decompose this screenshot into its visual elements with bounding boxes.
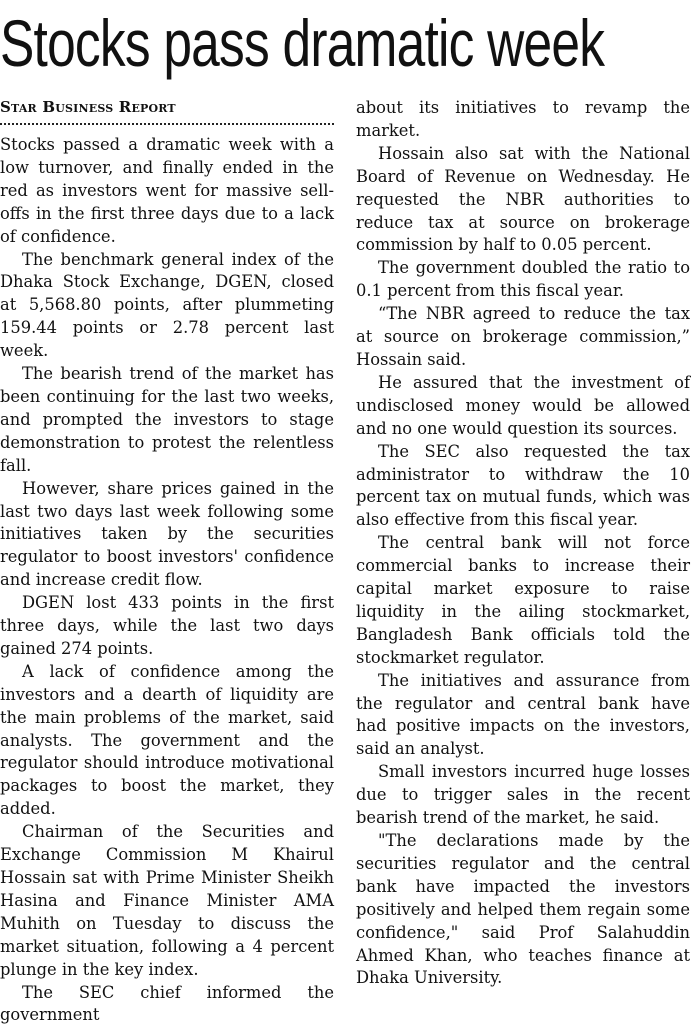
paragraph: Stocks passed a dramatic week with a low turnover, and finally ended in the red as investors went for massive sell-offs in the first three days due to a lack of confidence. — [0, 135, 334, 246]
paragraph: He assured that the investment of undisclosed money would be allowed and no one would question its sources. — [356, 372, 690, 438]
paragraph: A lack of confidence among the investors and a dearth of liquidity are the main problems of the market, said analysts. The government and the regulator should introduce motivational packages to boost the market, they added. — [0, 661, 334, 819]
paragraph: DGEN lost 433 points in the first three days, while the last two days gained 274 points. — [0, 593, 334, 658]
headline: Stocks pass dramatic week — [0, 6, 605, 80]
paragraph: The SEC also requested the tax administrator to withdraw the 10 percent tax on mutual funds, which was also effective from this fiscal year. — [356, 441, 690, 530]
paragraph: The government doubled the ratio to 0.1 percent from this fiscal year. — [356, 258, 690, 301]
paragraph: The SEC chief informed the government — [0, 982, 334, 1025]
paragraph: Chairman of the Securities and Exchange Commission M Khairul Hossain sat with Prime Minister Sheikh Hasina and Finance Minister AMA Muhith on Tuesday to discuss the market situation, following a 4 percent plunge in the key index. — [0, 822, 334, 979]
paragraph: The bearish trend of the market has been continuing for the last two weeks, and prompted the investors to stage demonstration to protest the relentless fall. — [0, 364, 334, 475]
right-column — [356, 97, 690, 990]
paragraph: The benchmark general index of the Dhaka Stock Exchange, DGEN, closed at 5,568.80 points, after plummeting 159.44 points or 2.78 percent last week. — [0, 249, 334, 361]
paragraph: Small investors incurred huge losses due to trigger sales in the recent bearish trend of the market, he said. — [356, 762, 690, 828]
paragraph: However, share prices gained in the last two days last week following some initiatives taken by the securities regulator to boost investors' confidence and increase credit flow. — [0, 478, 334, 590]
dotted-divider — [0, 123, 334, 125]
paragraph: “The NBR agreed to reduce the tax at source on brokerage commission,” Hossain said. — [356, 304, 690, 369]
paragraph: "The declarations made by the securities regulator and the central bank have impacted the investors positively and helped them regain some confidence," said Prof Salahuddin Ahmed Khan, who teaches finance at Dhaka University. — [356, 831, 690, 988]
byline: Star Business Report — [0, 98, 176, 116]
paragraph: The initiatives and assurance from the regulator and central bank have had positive impacts on the investors, said an analyst. — [356, 670, 690, 759]
left-column — [0, 97, 334, 1027]
paragraph: Hossain also sat with the National Board of Revenue on Wednesday. He requested the NBR authorities to reduce tax at source on brokerage commission by half to 0.05 percent. — [356, 143, 690, 255]
paragraph: about its initiatives to revamp the market. — [356, 98, 690, 140]
paragraph: The central bank will not force commercial banks to increase their capital market exposure to raise liquidity in the ailing stockmarket, Bangladesh Bank officials told the stockmarket regulator. — [356, 533, 690, 667]
